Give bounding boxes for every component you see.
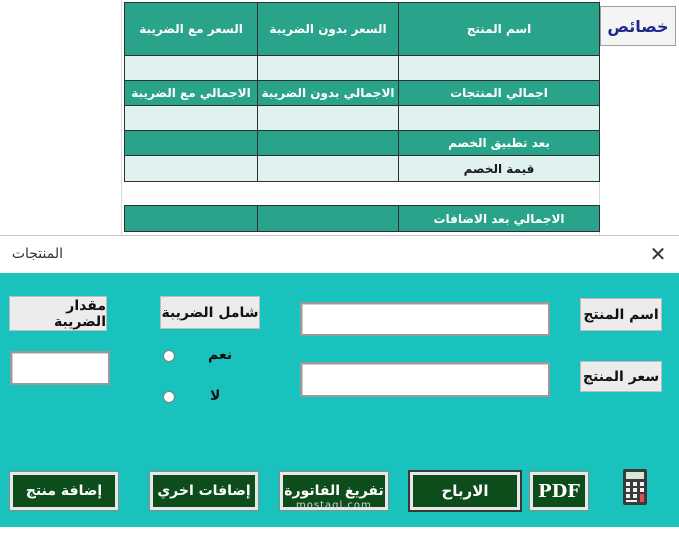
total-with-tax-cell: الاجمالي مع الضريبة [124,80,258,106]
calculator-icon[interactable] [622,468,648,506]
table-cell[interactable] [398,55,600,81]
table-cell[interactable] [257,155,399,182]
table-cell[interactable] [124,55,258,81]
product-price-label: سعر المنتج [580,361,662,392]
table-cell[interactable] [124,205,258,232]
table-cell[interactable] [124,130,258,156]
close-icon[interactable]: ✕ [649,242,667,266]
watermark: mostaql.com [296,500,372,511]
table-cell[interactable] [398,105,600,131]
pdf-button[interactable]: PDF [530,472,588,510]
table-cell[interactable] [257,205,399,232]
radio-yes-label: نعم [208,347,233,363]
profits-button[interactable]: الارباح [410,472,520,510]
tax-amount-label: مقدار الضريبة [9,296,107,331]
table-cell[interactable] [257,55,399,81]
add-product-button[interactable]: إضافة منتج [10,472,118,510]
radio-no[interactable] [163,391,175,403]
total-after-additions-cell: الاجمالي بعد الاضافات [398,205,600,232]
tax-amount-input[interactable] [10,351,110,385]
product-name-label: اسم المنتج [580,298,662,331]
total-without-tax-cell: الاجمالي بدون الضريبة [257,80,399,106]
radio-yes[interactable] [163,350,175,362]
table-cell[interactable] [124,105,258,131]
product-name-input[interactable] [300,302,550,336]
radio-no-label: لا [210,388,221,404]
dialog-title: المنتجات [11,246,63,262]
header-cell-price-with-tax: السعر مع الضريبة [124,2,258,56]
tax-included-label: شامل الضريبة [160,296,260,329]
table-cell[interactable] [257,130,399,156]
clear-invoice-button[interactable]: تفريغ الفاتورة [280,472,388,510]
grid-line [121,0,122,235]
table-cell[interactable] [124,155,258,182]
total-products-cell: اجمالي المنتجات [398,80,600,106]
header-cell-product-name: اسم المنتج [398,2,600,56]
table-cell[interactable] [257,105,399,131]
product-price-input[interactable] [300,362,550,397]
other-additions-button[interactable]: إضافات اخري [150,472,258,510]
properties-button[interactable]: خصائص [600,6,676,46]
after-discount-cell: بعد تطبيق الخصم [398,130,600,156]
discount-value-cell: قيمة الخصم [398,155,600,182]
header-cell-price-without-tax: السعر بدون الضريبة [257,2,399,56]
